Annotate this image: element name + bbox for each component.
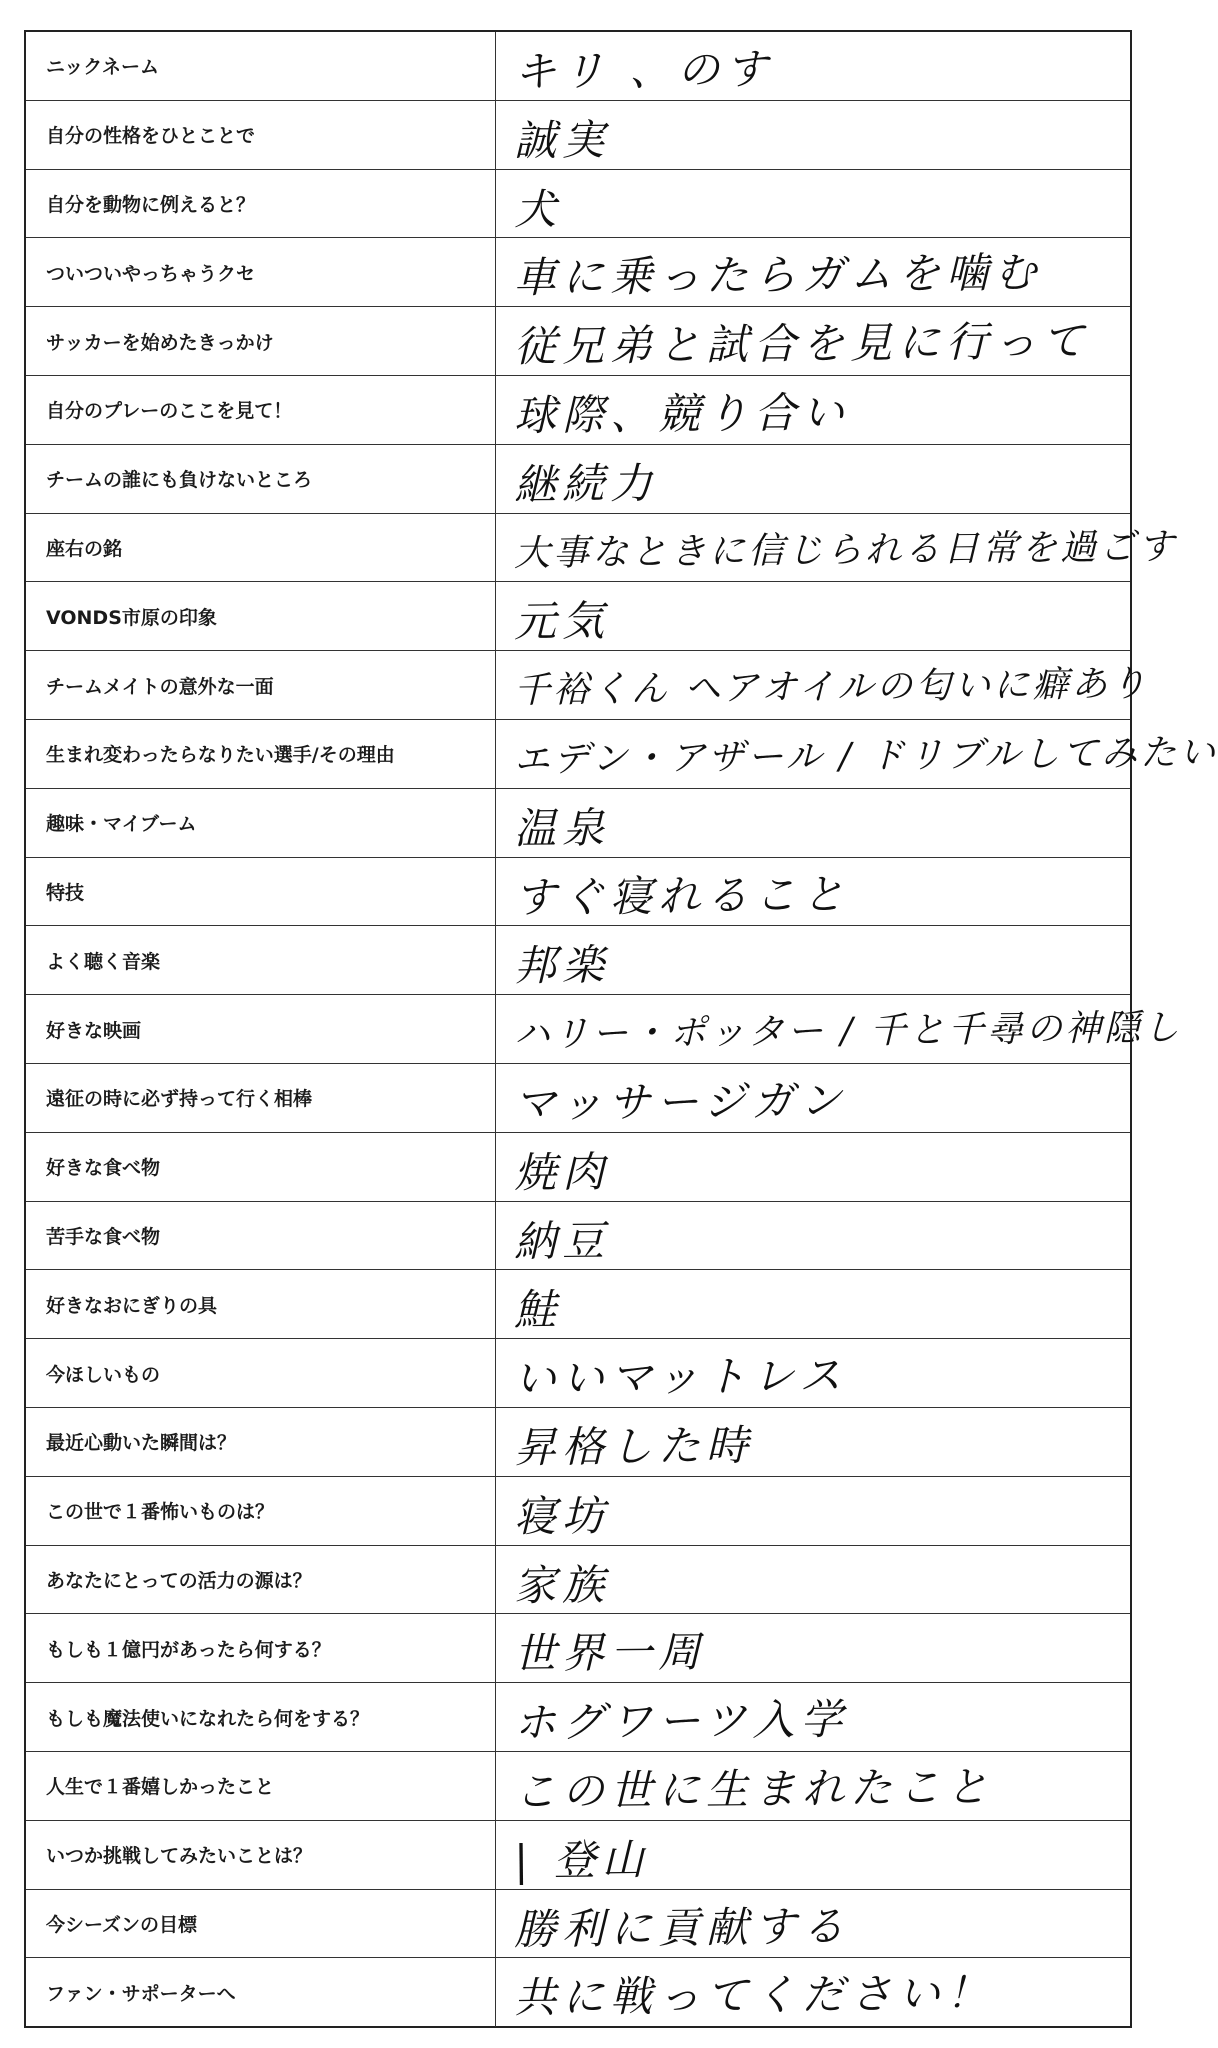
handwritten-answer: 邦楽 bbox=[513, 940, 611, 991]
question-label: あなたにとっての活力の源は？ bbox=[26, 1546, 496, 1614]
question-label: 座右の銘 bbox=[26, 514, 496, 582]
handwritten-answer: 共に戦ってください！ bbox=[513, 1968, 995, 2023]
question-label: 自分を動物に例えると？ bbox=[26, 170, 496, 238]
handwritten-answer: すぐ寝れること bbox=[513, 869, 851, 922]
question-label: サッカーを始めたきっかけ bbox=[26, 307, 496, 375]
handwritten-answer: 犬 bbox=[513, 184, 563, 234]
handwritten-answer: 車に乗ったらガムを噛む bbox=[513, 247, 1043, 303]
question-label: 自分の性格をひとことで bbox=[26, 101, 496, 169]
table-row bbox=[26, 1890, 1130, 1959]
handwritten-answer: 球際、競り合い bbox=[513, 387, 851, 441]
question-label: 生まれ変わったらなりたい選手/その理由 bbox=[26, 720, 496, 788]
table-row bbox=[26, 789, 1130, 858]
question-label: 好きな食べ物 bbox=[26, 1133, 496, 1201]
handwritten-answer: いいマットレス bbox=[513, 1350, 848, 1404]
handwritten-answer: 従兄弟と試合を見に行って bbox=[513, 316, 1091, 372]
question-label: いつか挑戦してみたいことは？ bbox=[26, 1821, 496, 1889]
table-row bbox=[26, 1339, 1130, 1408]
handwritten-answer: | 登山 bbox=[513, 1834, 650, 1885]
table-row bbox=[26, 376, 1130, 445]
handwritten-answer: 温泉 bbox=[513, 802, 611, 853]
question-label: チームメイトの意外な一面 bbox=[26, 651, 496, 719]
handwritten-answer: 千裕くん ヘアオイルの匂いに癖あり bbox=[513, 664, 1150, 712]
table-row bbox=[26, 858, 1130, 927]
question-label: 今シーズンの目標 bbox=[26, 1890, 496, 1958]
table-row bbox=[26, 1546, 1130, 1615]
question-label: もしも１億円があったら何する？ bbox=[26, 1614, 496, 1682]
handwritten-answer: 焼肉 bbox=[513, 1146, 611, 1197]
question-label: もしも魔法使いになれたら何をする？ bbox=[26, 1683, 496, 1751]
question-label: 人生で１番嬉しかったこと bbox=[26, 1752, 496, 1820]
question-label: チームの誰にも負けないところ bbox=[26, 445, 496, 513]
question-label: ファン・サポーターへ bbox=[26, 1958, 496, 2027]
handwritten-answer: ハリー・ポッター / 千と千尋の神隠し bbox=[513, 1007, 1183, 1056]
handwritten-answer: 継続力 bbox=[513, 458, 659, 509]
handwritten-answer: 家族 bbox=[513, 1559, 611, 1610]
handwritten-answer: 鮭 bbox=[513, 1284, 563, 1335]
table-row bbox=[26, 651, 1150, 720]
question-label: 苦手な食べ物 bbox=[26, 1202, 496, 1270]
question-label: よく聴く音楽 bbox=[26, 926, 496, 994]
question-label: 好きな映画 bbox=[26, 995, 496, 1063]
table-row bbox=[26, 32, 1130, 101]
table-row bbox=[26, 720, 1218, 789]
question-label: 特技 bbox=[26, 858, 496, 926]
table-row bbox=[26, 514, 1178, 583]
table-row bbox=[26, 1683, 1130, 1752]
table-row bbox=[26, 1614, 1130, 1683]
handwritten-answer: 納豆 bbox=[513, 1215, 611, 1266]
handwritten-answer: この世に生まれたこと bbox=[513, 1761, 995, 1816]
handwritten-answer: ホグワーツ入学 bbox=[513, 1694, 849, 1748]
questionnaire-table bbox=[24, 30, 1218, 2028]
table-row bbox=[26, 1477, 1130, 1546]
question-label: 遠征の時に必ず持って行く相棒 bbox=[26, 1064, 496, 1132]
table-row bbox=[26, 926, 1130, 995]
table-row bbox=[26, 307, 1130, 376]
table-row bbox=[26, 1408, 1130, 1477]
table-row bbox=[26, 1133, 1130, 1202]
handwritten-answer: マッサージガン bbox=[513, 1075, 848, 1128]
handwritten-answer: 大事なときに信じられる日常を過ごす bbox=[513, 526, 1178, 575]
question-label: VONDS市原の印象 bbox=[26, 582, 496, 650]
table-row bbox=[26, 582, 1130, 651]
handwritten-answer: 誠実 bbox=[513, 114, 611, 165]
question-label: 今ほしいもの bbox=[26, 1339, 496, 1407]
table-row bbox=[26, 1752, 1130, 1821]
handwritten-answer: 昇格した時 bbox=[513, 1420, 755, 1472]
table-row bbox=[26, 1270, 1130, 1339]
table-row bbox=[26, 101, 1130, 170]
table-row bbox=[26, 1064, 1130, 1133]
question-label: ついついやっちゃうクセ bbox=[26, 238, 496, 306]
handwritten-answer: 勝利に貢献する bbox=[513, 1901, 851, 1954]
question-label: 好きなおにぎりの具 bbox=[26, 1270, 496, 1338]
question-label: 最近心動いた瞬間は？ bbox=[26, 1408, 496, 1476]
question-label: 趣味・マイブーム bbox=[26, 789, 496, 857]
table-row bbox=[26, 238, 1130, 307]
handwritten-answer: キリ 、のす bbox=[513, 44, 774, 97]
table-row bbox=[26, 170, 1130, 239]
handwritten-answer: 世界一周 bbox=[513, 1627, 707, 1679]
question-label: この世で１番怖いものは？ bbox=[26, 1477, 496, 1545]
handwritten-answer: エデン・アザール / ドリブルしてみたい bbox=[513, 732, 1218, 781]
table-row bbox=[26, 1202, 1130, 1271]
table-row bbox=[26, 445, 1130, 514]
table-row bbox=[26, 995, 1183, 1064]
table-row bbox=[26, 1958, 1130, 2027]
table-row bbox=[26, 1821, 1130, 1890]
question-label: ニックネーム bbox=[26, 32, 496, 100]
handwritten-answer: 寝坊 bbox=[513, 1490, 611, 1541]
question-label: 自分のプレーのここを見て！ bbox=[26, 376, 496, 444]
handwritten-answer: 元気 bbox=[513, 596, 611, 647]
